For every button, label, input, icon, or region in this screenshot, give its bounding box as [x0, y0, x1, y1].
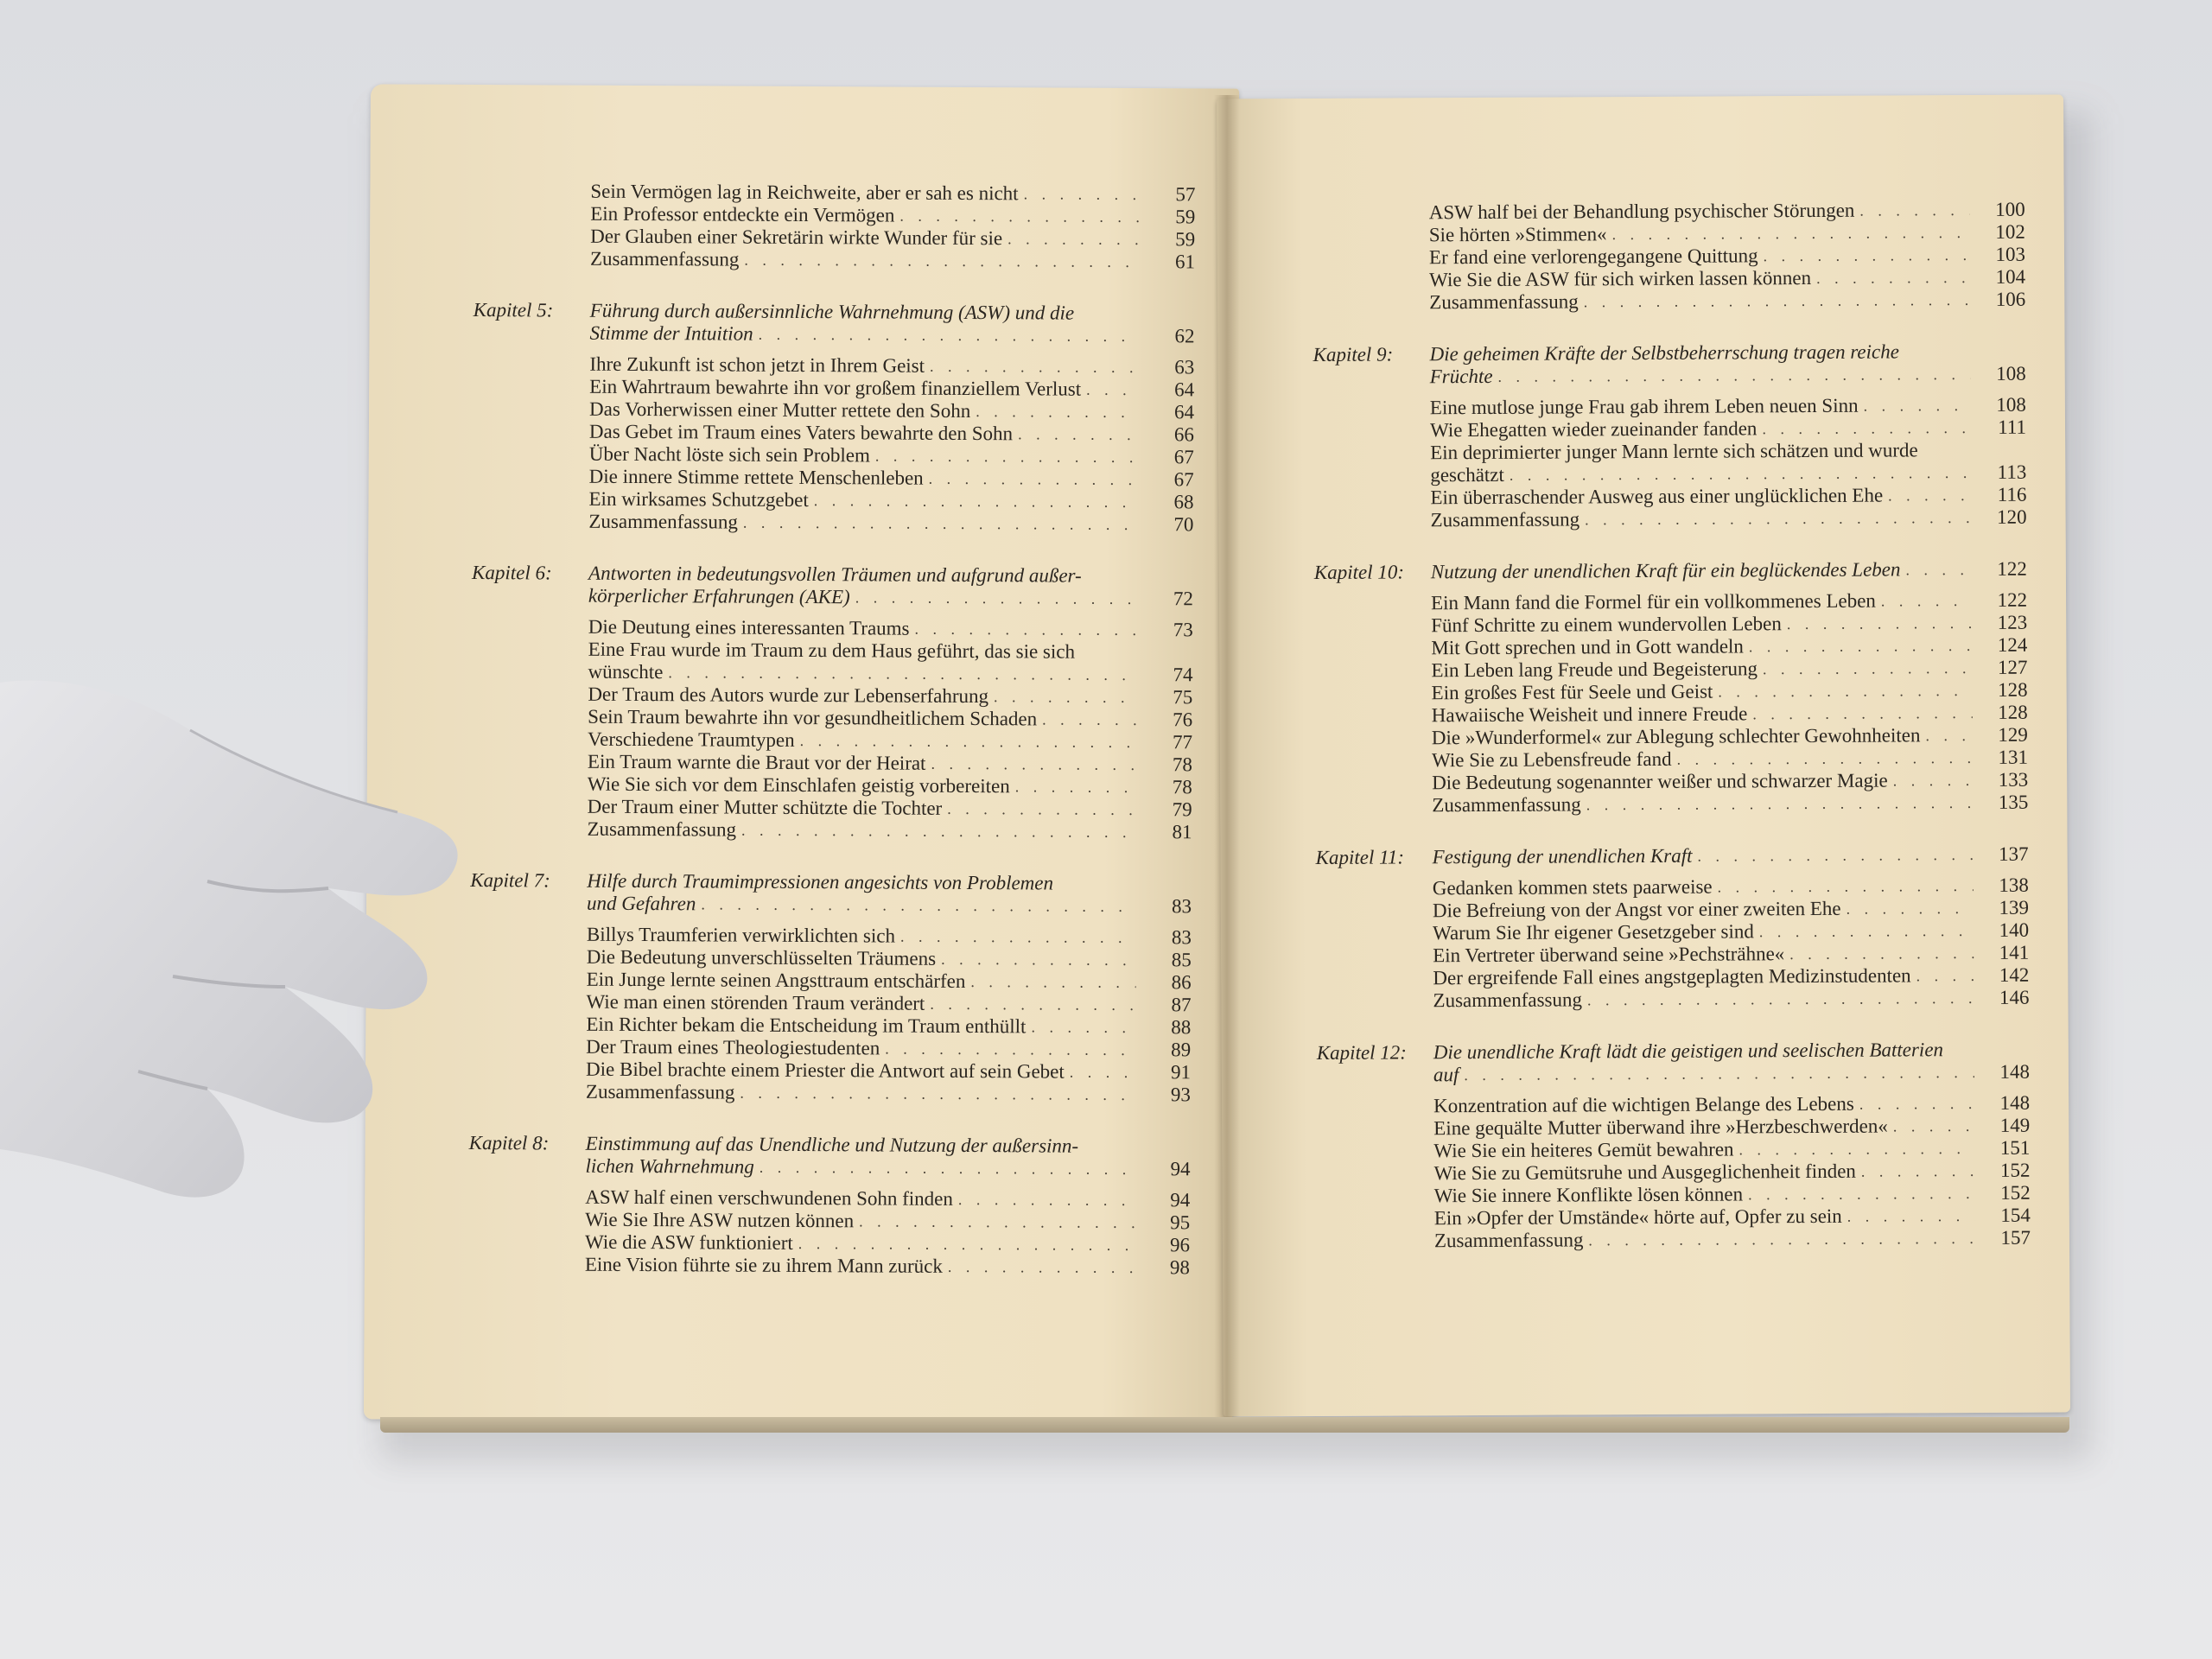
toc-entry: Zusammenfassung . . . 120	[1314, 506, 2027, 532]
chapter-label: Kapitel 5:	[473, 299, 554, 321]
toc-entry: Ein Vertreter überwand seine »Pechsträhne« . . . 141	[1316, 942, 2029, 968]
chapter-9-entries	[1313, 394, 2027, 532]
left-intro-entries	[474, 180, 1196, 273]
chapter-11-heading	[1316, 843, 2029, 869]
toc-entry: Fünf Schritte zu einem wundervollen Leben . . . 123	[1314, 612, 2027, 638]
toc-entry: Billys Traumferien verwirklichten sich . . . 83	[470, 923, 1192, 949]
toc-entry: Wie Ehegatten wieder zueinander fanden . . . 111	[1313, 416, 2026, 442]
toc-entry: Wie Sie ein heiteres Gemüt bewahren . . . 151	[1317, 1137, 2030, 1163]
chapter-title-line: und Gefahren	[587, 892, 696, 915]
toc-entry: Zusammenfassung . . . 146	[1316, 987, 2029, 1013]
chapter-label: Kapitel 8:	[468, 1131, 550, 1154]
chapter-7-entries	[469, 923, 1192, 1106]
toc-entry: Zusammenfassung . . . 135	[1315, 791, 2028, 817]
toc-entry: Der Traum des Autors wurde zur Lebenserfahrung . . . 75	[471, 683, 1192, 709]
right-toc-column	[1313, 199, 2031, 1258]
chapter-page: 108	[1996, 362, 2026, 385]
toc-entry: Gedanken kommen stets paarweise . . . 138	[1316, 874, 2029, 900]
chapter-label: Kapitel 10:	[1313, 561, 1405, 583]
chapter-label: Kapitel 6:	[472, 562, 552, 584]
toc-entry: Eine Frau wurde im Traum zu dem Haus geführt, das sie sich wünschte . . . 74	[471, 638, 1192, 686]
toc-entry: Zusammenfassung . . . 61	[474, 247, 1195, 273]
toc-entry: ASW half einen verschwundenen Sohn finden . . . 94	[468, 1185, 1190, 1211]
chapter-10-heading	[1314, 558, 2027, 584]
chapter-page: 62	[1174, 325, 1195, 347]
chapter-label: Kapitel 11:	[1315, 846, 1405, 868]
toc-entry: ASW half bei der Behandlung psychischer Störungen . . . 100	[1313, 199, 2025, 225]
chapter-7-heading	[470, 869, 1192, 918]
toc-entry: Wie Sie innere Konflikte lösen können . . . 152	[1318, 1182, 2031, 1208]
toc-entry: Die Bedeutung sogenannter weißer und schwarzer Magie . . . 133	[1315, 769, 2028, 795]
chapter-title-line: körperlicher Erfahrungen (AKE)	[588, 584, 850, 608]
toc-entry: Ein »Opfer der Umstände« hörte auf, Opfer zu sein . . . 154	[1318, 1205, 2031, 1230]
toc-entry: Wie Sie zu Gemütsruhe und Ausgeglichenheit finden . . . 152	[1317, 1160, 2030, 1185]
chapter-title-line: Die unendliche Kraft lädt die geistigen und seelischen Batterien	[1433, 1039, 1944, 1064]
toc-entry: Der Traum einer Mutter schützte die Tochter . . . 79	[471, 795, 1192, 821]
chapter-label: Kapitel 12:	[1316, 1041, 1408, 1064]
toc-entry: Ein deprimierter junger Mann lernte sich schätzen und wurde geschätzt . . . 113	[1313, 439, 2026, 487]
toc-entry: Über Nacht löste sich sein Problem . . . 67	[473, 442, 1194, 468]
toc-entry: Wie man einen störenden Traum verändert . . . 87	[469, 990, 1191, 1016]
toc-entry: Eine gequälte Mutter überwand ihre »Herzbeschwerden« . . . 149	[1317, 1115, 2030, 1141]
chapter-title-line: Einstimmung auf das Unendliche und Nutzung der außersinn-	[585, 1132, 1079, 1157]
chapter-title-line: Antworten in bedeutungsvollen Träumen und aufgrund außer-	[588, 562, 1082, 587]
toc-entry: Ein Wahrtraum bewahrte ihn vor großem finanziellem Verlust . . . 64	[473, 375, 1194, 401]
toc-entry: Die Befreiung von der Angst vor einer zweiten Ehe . . . 139	[1316, 897, 2029, 923]
left-page	[364, 84, 1239, 1423]
toc-entry: Der Glauben einer Sekretärin wirkte Wunder für sie . . . 59	[474, 225, 1195, 251]
toc-entry: Ein Professor entdeckte ein Vermögen . . . 59	[474, 202, 1195, 228]
toc-entry: Hawaiische Weisheit und innere Freude . . . 128	[1315, 702, 2028, 728]
chapter-page: 72	[1173, 588, 1194, 610]
chapter-8-entries	[468, 1185, 1191, 1279]
toc-entry: Wie Sie die ASW für sich wirken lassen können . . . 104	[1313, 266, 2025, 292]
chapter-6-entries	[470, 615, 1192, 843]
toc-entry: Er fand eine verlorengegangene Quittung . . . 103	[1313, 244, 2025, 270]
chapter-9-heading	[1313, 340, 2025, 389]
toc-entry: Ein Leben lang Freude und Begeisterung . . . 127	[1314, 657, 2027, 683]
toc-entry: Zusammenfassung . . . 70	[472, 510, 1193, 536]
toc-entry: Zusammenfassung . . . 93	[469, 1080, 1191, 1106]
chapter-label: Kapitel 9:	[1313, 343, 1394, 365]
toc-entry: Eine mutlose junge Frau gab ihrem Leben neuen Sinn . . . 108	[1313, 394, 2026, 420]
chapter-page: 122	[1997, 557, 2027, 580]
toc-entry: Zusammenfassung . . . 157	[1318, 1227, 2031, 1253]
toc-entry: Ein großes Fest für Seele und Geist . . . 128	[1315, 679, 2028, 705]
gloved-hand	[0, 665, 484, 1236]
chapter-title-line: Nutzung der unendlichen Kraft für ein beglückendes Leben	[1430, 558, 1901, 583]
toc-entry: Sein Vermögen lag in Reichweite, aber er sah es nicht . . . 57	[474, 180, 1195, 206]
chapter-title-line: Hilfe durch Traumimpressionen angesichts von Problemen	[587, 869, 1054, 894]
toc-entry: Warum Sie Ihr eigener Gesetzgeber sind . . . 140	[1316, 919, 2029, 945]
chapter-page: 83	[1172, 895, 1192, 918]
chapter-title-line: Früchte	[1429, 365, 1493, 388]
chapter-title-line: Die geheimen Kräfte der Selbstbeherrschung tragen reiche	[1429, 340, 1899, 365]
chapter-page: 148	[1999, 1060, 2030, 1083]
toc-entry: Die Bedeutung unverschlüsselten Träumens . . . 85	[470, 945, 1192, 971]
toc-entry: Zusammenfassung . . . 81	[470, 817, 1192, 843]
chapter-title-line: Führung durch außersinnliche Wahrnehmung (ASW) und die	[589, 299, 1075, 324]
chapter-title-line: auf	[1433, 1064, 1459, 1086]
chapter-6-heading	[472, 562, 1193, 610]
toc-entry: Zusammenfassung . . . 106	[1313, 289, 2025, 315]
book-gutter	[1214, 95, 1240, 1417]
toc-entry: Ein Traum warnte die Braut vor der Heirat . . . 78	[471, 750, 1192, 776]
chapter-label: Kapitel 7:	[470, 868, 550, 892]
chapter-10-entries	[1314, 589, 2028, 817]
toc-entry: Ein Junge lernte seinen Angsttraum entschärfen . . . 86	[470, 968, 1192, 994]
toc-entry: Konzentration auf die wichtigen Belange des Lebens . . . 148	[1317, 1092, 2030, 1118]
toc-entry: Verschiedene Traumtypen . . . 77	[471, 728, 1192, 753]
chapter-page: 137	[1999, 842, 2029, 865]
toc-entry: Der Traum eines Theologiestudenten . . . 89	[469, 1035, 1191, 1061]
toc-entry: Das Gebet im Traum eines Vaters bewahrte den Sohn . . . 66	[473, 420, 1194, 446]
right-page	[1217, 94, 2070, 1416]
page-stack-edge	[380, 1417, 2069, 1433]
toc-entry: Ein Mann fand die Formel für ein vollkommenes Leben . . . 122	[1314, 589, 2027, 615]
chapter-5-heading	[473, 299, 1194, 347]
chapter-11-entries	[1316, 874, 2030, 1013]
toc-entry: Wie Sie sich vor dem Einschlafen geistig vorbereiten . . . 78	[471, 772, 1192, 798]
toc-entry: Die innere Stimme rettete Menschenleben . . . 67	[473, 465, 1194, 491]
chapter-title-line: Festigung der unendlichen Kraft	[1432, 844, 1693, 868]
chapter-5-entries	[472, 353, 1194, 536]
left-toc-column	[468, 180, 1196, 1284]
toc-entry: Ihre Zukunft ist schon jetzt in Ihrem Geist . . . 63	[473, 353, 1194, 378]
toc-entry: Sie hörten »Stimmen« . . . 102	[1313, 221, 2025, 247]
chapter-page: 94	[1170, 1158, 1191, 1180]
toc-entry: Wie die ASW funktioniert . . . 96	[468, 1230, 1190, 1256]
chapter-title-line: Stimme der Intuition	[589, 321, 753, 345]
toc-entry: Eine Vision führte sie zu ihrem Mann zurück . . . 98	[468, 1253, 1190, 1279]
toc-entry: Die Deutung eines interessanten Traums . . . 73	[472, 615, 1193, 641]
chapter-title-line: lichen Wahrnehmung	[585, 1154, 754, 1178]
chapter-8-heading	[468, 1132, 1190, 1180]
toc-entry: Das Vorherwissen einer Mutter rettete den Sohn . . . 64	[473, 397, 1194, 423]
toc-entry: Ein wirksames Schutzgebet . . . 68	[472, 487, 1193, 513]
toc-entry: Mit Gott sprechen und in Gott wandeln . . . 124	[1314, 634, 2027, 660]
toc-entry: Wie Sie zu Lebensfreude fand . . . 131	[1315, 747, 2028, 772]
toc-entry: Ein Richter bekam die Entscheidung im Traum enthüllt . . . 88	[469, 1013, 1191, 1039]
toc-entry: Die »Wunderformel« zur Ablegung schlechter Gewohnheiten . . . 129	[1315, 724, 2028, 750]
toc-entry: Wie Sie Ihre ASW nutzen können . . . 95	[468, 1208, 1190, 1234]
chapter-12-heading	[1317, 1039, 2030, 1087]
toc-entry: Die Bibel brachte einem Priester die Antwort auf sein Gebet . . . 91	[469, 1058, 1191, 1084]
chapter-12-entries	[1317, 1092, 2031, 1253]
toc-entry: Der ergreifende Fall eines angstgeplagten Medizinstudenten . . . 142	[1316, 964, 2029, 990]
right-intro-entries	[1313, 199, 2026, 315]
toc-entry: Sein Traum bewahrte ihn vor gesundheitlichem Schaden . . . 76	[471, 705, 1192, 731]
toc-entry: Ein überraschender Ausweg aus einer unglücklichen Ehe . . . 116	[1313, 484, 2026, 510]
